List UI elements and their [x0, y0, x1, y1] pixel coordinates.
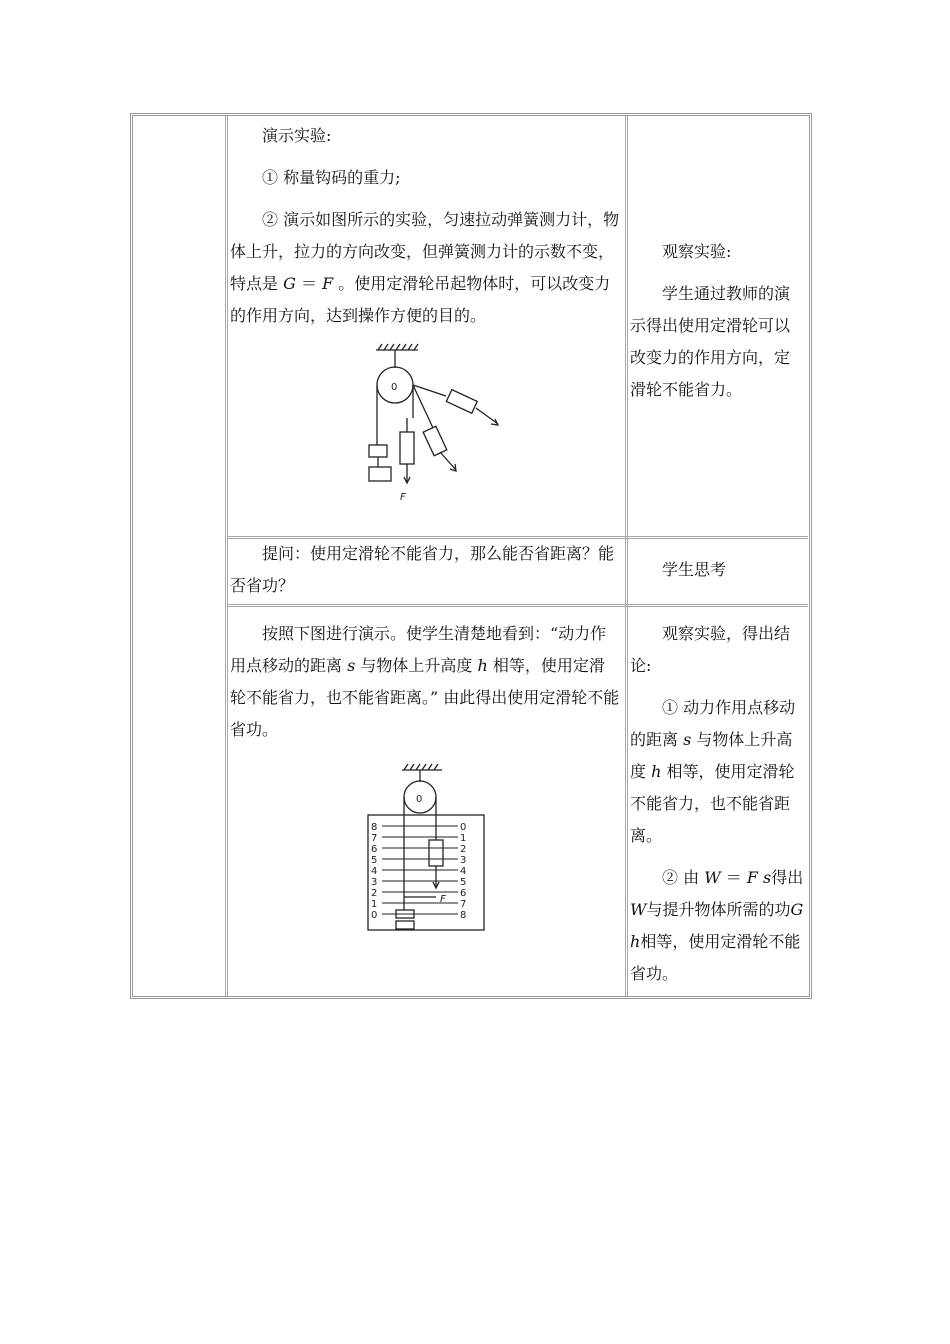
svg-text:2: 2 — [371, 888, 378, 899]
ceiling-hatch-2 — [404, 764, 438, 770]
demo-step-2: ② 演示如图所示的实验，匀速拉动弹簧测力计，物体上升，拉力的方向改变，但弹簧测力计的示数不变，特点是 G ＝ F 。使用定滑轮吊起物体时，可以改变力的作用方向，达到操作方便的目的。 — [230, 210, 620, 325]
rope-diagonal — [413, 385, 433, 428]
student-think-text: 学生思考 — [662, 560, 727, 579]
svg-text:3: 3 — [460, 855, 467, 866]
scale-left-numbers — [371, 822, 377, 921]
ceiling-hatch — [378, 344, 418, 350]
row1-left-cell — [230, 120, 620, 332]
weight-bottom — [369, 467, 391, 481]
spring-scale-2 — [429, 840, 443, 866]
svg-text:3: 3 — [371, 877, 378, 888]
demo-step-1: ① 称量钩码的重力; — [262, 168, 401, 187]
svg-text:1: 1 — [371, 899, 378, 910]
svg-text:1: 1 — [460, 833, 467, 844]
spring-scale-vertical — [400, 432, 414, 464]
scale-board — [368, 815, 484, 930]
force-label: F — [400, 492, 406, 503]
svg-text:0: 0 — [371, 910, 378, 921]
row1-right-cell — [630, 236, 802, 406]
svg-text:6: 6 — [371, 844, 378, 855]
conclusion-point-2: ② 由 W ＝ F s得出 W与提升物体所需的功G h相等，使用定滑轮不能省功。 — [630, 868, 804, 983]
svg-text:7: 7 — [371, 833, 378, 844]
weight-top — [369, 445, 387, 457]
observe-text: 学生通过教师的演示得出使用定滑轮可以改变力的作用方向，定滑轮不能省力。 — [630, 284, 791, 399]
spring-scale-diagonal — [423, 426, 447, 455]
svg-text:8: 8 — [460, 910, 467, 921]
row3-left-cell — [230, 618, 620, 746]
pulley-label-2: 0 — [416, 794, 423, 805]
svg-text:6: 6 — [460, 888, 467, 899]
svg-text:7: 7 — [460, 899, 467, 910]
question-text: 提问：使用定滑轮不能省力，那么能否省距离？能否省功？ — [230, 544, 615, 595]
row3-right-cell — [630, 618, 804, 990]
svg-text:8: 8 — [371, 822, 378, 833]
conclusion-point-1: ① 动力作用点移动的距离 s 与物体上升高度 h 相等，使用定滑轮不能省力，也不能省距离。 — [630, 698, 796, 845]
svg-text:2: 2 — [460, 844, 467, 855]
column-divider-1 — [225, 116, 228, 996]
observe-heading: 观察实验: — [662, 242, 732, 261]
row2-right-cell — [630, 554, 802, 586]
svg-text:0: 0 — [460, 822, 467, 833]
svg-text:5: 5 — [460, 877, 467, 888]
weight-2b — [396, 921, 414, 929]
spring-scale-shallow — [446, 390, 477, 414]
conclusion-heading: 观察实验，得出结论: — [630, 624, 791, 675]
fixed-pulley-distance-figure — [356, 760, 496, 960]
demo-heading: 演示实验: — [262, 126, 332, 145]
svg-text:4: 4 — [371, 866, 378, 877]
row-divider-2 — [228, 604, 808, 607]
scale-right-numbers — [460, 822, 466, 921]
force-label-2: F — [440, 894, 446, 905]
svg-text:5: 5 — [371, 855, 378, 866]
pulley-label: 0 — [391, 382, 398, 393]
fixed-pulley-direction-figure — [360, 340, 510, 515]
row2-left-cell — [230, 538, 620, 602]
svg-text:4: 4 — [460, 866, 467, 877]
column-divider-2 — [625, 116, 628, 996]
scale-lines — [382, 826, 458, 914]
demo2-text: 按照下图进行演示。使学生清楚地看到：“动力作用点移动的距离 s 与物体上升高度 h 相等，使用定滑轮不能省力，也不能省距离。” 由此得出使用定滑轮不能省功。 — [230, 624, 620, 739]
